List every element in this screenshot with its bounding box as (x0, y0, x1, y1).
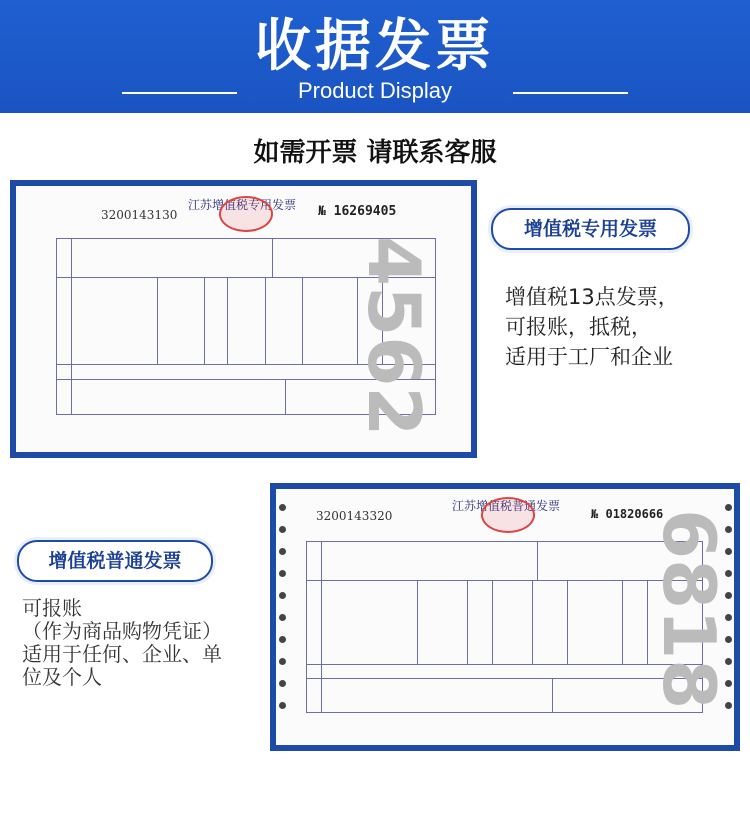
col-line (467, 580, 468, 664)
invoice-code: 3200143320 (316, 509, 393, 523)
hole (279, 592, 286, 599)
hole (279, 636, 286, 643)
col-line (272, 239, 273, 277)
vat-general-invoice-image (270, 483, 740, 751)
number-prefix: № (318, 204, 326, 219)
seal-stamp (219, 196, 273, 232)
vat-special-invoice-image (10, 180, 477, 458)
col-line (567, 580, 568, 664)
invoice-title: 江苏增值税普通发票 (452, 499, 561, 513)
invoice-code: 3200143130 (101, 208, 178, 222)
hole (279, 702, 286, 709)
header-banner (0, 0, 750, 113)
desc-line: 可报账，抵税， (505, 315, 652, 339)
seal-stamp (481, 497, 535, 533)
col-line (265, 277, 266, 364)
vat-special-description (505, 282, 679, 372)
desc-line: 适用于工厂和企业 (505, 345, 673, 369)
desc-line: 适用于任何、企业、单 (22, 642, 222, 666)
row-line (307, 580, 702, 581)
col-line (157, 277, 158, 364)
hole (279, 526, 286, 533)
invoice-number: 16269405 (333, 204, 397, 219)
number-prefix: № (591, 507, 599, 521)
watermark-digits: 6818 (647, 509, 731, 710)
invoice-number: 01820666 (605, 507, 664, 521)
vat-special-badge: 增值税专用发票 (491, 208, 690, 250)
invoice-table (306, 541, 703, 713)
col-line (285, 379, 286, 414)
contact-notice: 如需开票 请联系客服 (253, 138, 497, 168)
col-line (492, 580, 493, 664)
perforation-left (276, 489, 288, 745)
col-line (71, 239, 72, 414)
col-line (532, 580, 533, 664)
col-line (537, 542, 538, 580)
page-subtitle: Product Display (297, 78, 453, 103)
row-line (307, 664, 702, 665)
col-line (204, 277, 205, 364)
watermark-digits: 4562 (352, 236, 436, 437)
hole (279, 614, 286, 621)
desc-line: 增值税13点发票， (505, 285, 679, 309)
hole (279, 658, 286, 665)
hole (279, 570, 286, 577)
desc-line: 位及个人 (22, 665, 102, 689)
invoice-paper (16, 186, 471, 452)
invoice-number-group (318, 204, 396, 219)
invoice-paper (276, 489, 734, 745)
desc-line: 可报账 (22, 596, 82, 620)
hole (279, 548, 286, 555)
vat-general-badge: 增值税普通发票 (17, 540, 213, 582)
hole (279, 504, 286, 511)
col-line (417, 580, 418, 664)
hole (279, 680, 286, 687)
vat-general-description (22, 597, 222, 689)
col-line (321, 542, 322, 712)
row-line (307, 678, 702, 679)
invoice-title: 江苏增值税专用发票 (188, 198, 297, 212)
page-title: 收据发票 (255, 14, 495, 79)
col-line (302, 277, 303, 364)
col-line (622, 580, 623, 664)
desc-line: （作为商品购物凭证） (22, 619, 222, 643)
col-line (227, 277, 228, 364)
divider-right (513, 92, 628, 94)
col-line (552, 678, 553, 712)
